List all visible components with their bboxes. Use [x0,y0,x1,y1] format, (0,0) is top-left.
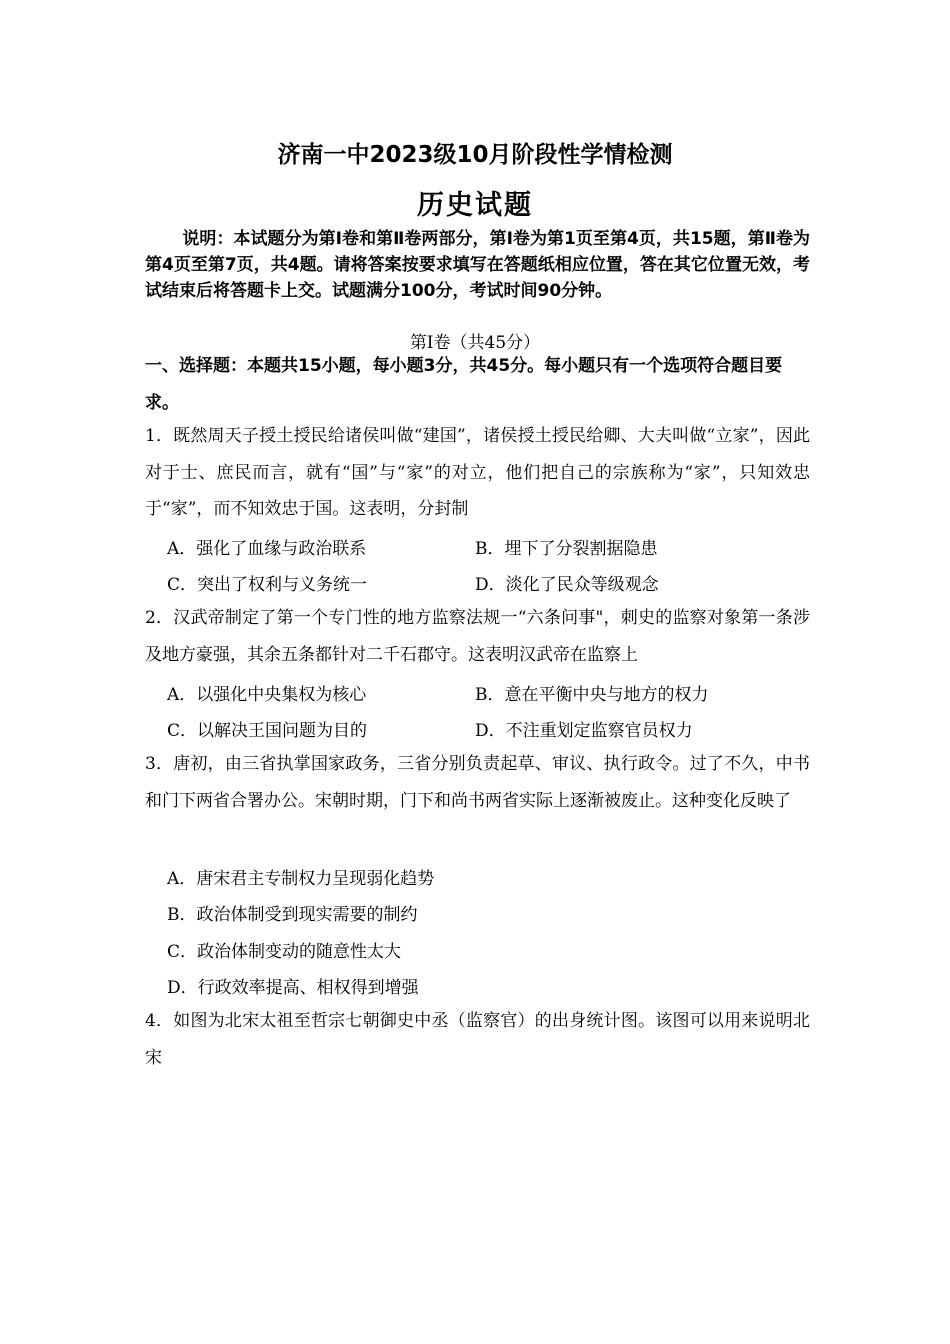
question-2-option-d[interactable]: D．不注重划定监察官员权力 [475,721,693,741]
question-1-option-c[interactable]: C．突出了权利与义务统一 [167,575,368,595]
question-3-option-b[interactable]: B．政治体制受到现实需要的制约 [167,905,418,925]
exam-subtitle: 历史试题 [417,190,533,221]
question-2-option-b[interactable]: B．意在平衡中央与地方的权力 [475,685,709,705]
question-2-option-c[interactable]: C．以解决王国问题为目的 [167,721,368,741]
question-1-option-a[interactable]: A．强化了血缘与政治联系 [167,539,367,559]
question-4-stem: 4．如图为北宋太祖至哲宗七朝御史中丞（监察官）的出身统计图。该图可以用来说明北宋 [145,1011,810,1068]
question-1-option-b[interactable]: B．埋下了分裂割据隐患 [475,539,658,559]
exam-title: 济南一中2023级10月阶段性学情检测 [277,142,673,168]
question-2-option-a[interactable]: A．以强化中央集权为核心 [167,685,367,705]
question-3-option-d[interactable]: D．行政效率提高、相权得到增强 [167,978,419,998]
question-1-option-d[interactable]: D．淡化了民众等级观念 [475,575,659,595]
question-3-option-a[interactable]: A．唐宋君主专制权力呈现弱化趋势 [167,869,435,889]
question-3-option-c[interactable]: C．政治体制变动的随意性太大 [167,942,402,962]
section-instructions: 一、选择题：本题共15小题，每小题3分，共45分。每小题只有一个选项符合题目要求。 [145,356,783,413]
question-2-stem: 2．汉武帝制定了第一个专门性的地方监察法规一“六条问事"，刺史的监察对象第一条涉及地方豪强，其余五条都针对二千石郡守。这表明汉武帝在监察上 [145,608,810,665]
question-2-options-row-1 [167,680,807,710]
question-1-options-row-2 [167,570,807,600]
question-2-options-row-2 [167,716,807,746]
question-1-options-row-1 [167,534,807,564]
section-heading: 第Ⅰ卷（共45分） [409,333,541,353]
question-1-stem: 1．既然周天子授土授民给诸侯叫做“建国”，诸侯授土授民给卿、大夫叫做“立家”，因此对于士、庶民而言，就有“国”与“家”的对立，他们把自己的宗族称为“家”，只知效忠于“家”，而不知效忠于国。这表明，分封制 [145,426,810,519]
exam-notes: 说明：本试题分为第Ⅰ卷和第Ⅱ卷两部分，第Ⅰ卷为第1页至第4页，共15题，第Ⅱ卷为第4页至第7页，共4题。请将答案按要求填写在答题纸相应位置，答在其它位置无效，考试结束后将答题卡上交。试题满分100分，考试时间90分钟。 [145,229,810,301]
question-3-stem: 3．唐初，由三省执掌国家政务，三省分别负责起草、审议、执行政令。过了不久，中书和门下两省合署办公。宋朝时期，门下和尚书两省实际上逐渐被废止。这种变化反映了 [145,754,810,811]
